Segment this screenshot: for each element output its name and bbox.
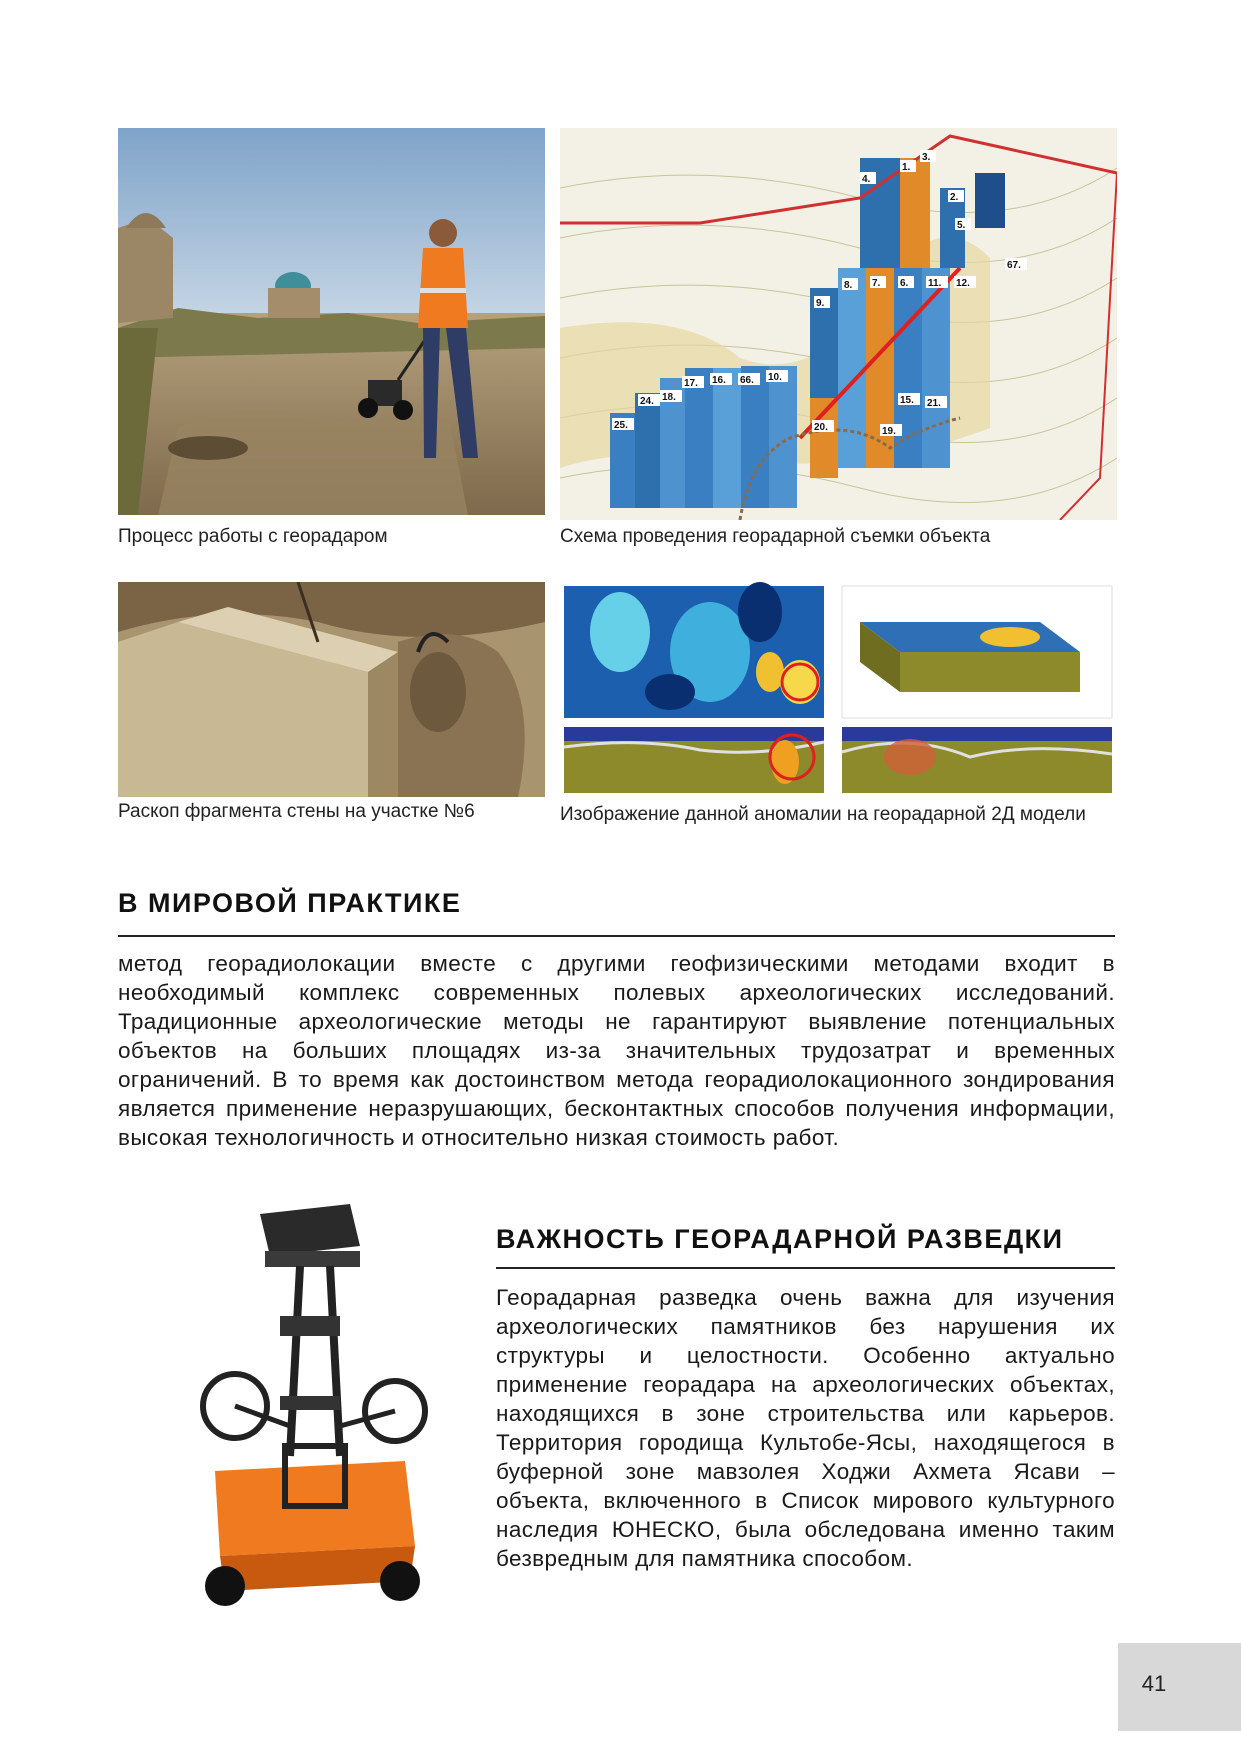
- scheme-label: [926, 276, 948, 289]
- scheme-label: [860, 172, 876, 185]
- scheme-label: [880, 424, 902, 437]
- scheme-label: [948, 190, 964, 203]
- scheme-label: [612, 418, 634, 431]
- svg-text:24.: 24.: [640, 396, 654, 407]
- gpr-device-image: [190, 1196, 440, 1626]
- svg-text:21.: 21.: [927, 398, 941, 409]
- scheme-label: [870, 276, 886, 289]
- section-divider: [496, 1267, 1115, 1269]
- caption-excavation: Раскоп фрагмента стены на участке №6: [118, 801, 475, 822]
- radar-2d-model: [560, 582, 1117, 797]
- caption-survey-scheme: Схема проведения георадарной съемки объекта: [560, 526, 991, 547]
- scheme-label: [738, 373, 760, 386]
- svg-text:10.: 10.: [768, 372, 782, 383]
- svg-text:16.: 16.: [712, 375, 726, 386]
- scheme-label: [1005, 258, 1027, 271]
- svg-text:20.: 20.: [814, 422, 828, 433]
- scheme-label: [638, 394, 660, 407]
- section-divider: [118, 935, 1115, 937]
- page-number: 41: [1141, 1671, 1167, 1696]
- section-text-gpr-importance: Георадарная разведка очень важна для изучения археологических памятников без нарушения их структуры и целостности. Особенно актуально применение георадара на археологических объектах, находящихся в зоне строительства или карьеров. Территория городища Культобе-Ясы, находящегося в буферной зоне мавзолея Ходжи Ахмета Ясави – объекта, включенного в Список мирового культурного наследия ЮНЕСКО, была обследована именно таким безвредным для памятника способом.: [496, 1285, 1115, 1571]
- caption-gpr-work: Процесс работы с георадаром: [118, 526, 388, 547]
- scheme-label: [660, 390, 682, 403]
- page-number-box: [1118, 1643, 1241, 1731]
- svg-text:66.: 66.: [740, 375, 754, 386]
- svg-text:25.: 25.: [614, 420, 628, 431]
- svg-text:9.: 9.: [816, 298, 825, 309]
- scheme-label: [814, 296, 830, 309]
- scheme-label: [766, 370, 788, 383]
- photo-gpr-work: [118, 128, 545, 515]
- survey-scheme: [560, 128, 1117, 520]
- svg-text:67.: 67.: [1007, 260, 1021, 271]
- scheme-label: [898, 393, 920, 406]
- svg-text:7.: 7.: [872, 278, 881, 289]
- svg-text:2.: 2.: [950, 192, 959, 203]
- scheme-label: [954, 276, 976, 289]
- svg-text:15.: 15.: [900, 395, 914, 406]
- svg-text:4.: 4.: [862, 174, 871, 185]
- scheme-label: [925, 396, 947, 409]
- caption-radar-model: Изображение данной аномалии на георадарной 2Д модели: [560, 804, 1086, 825]
- svg-text:8.: 8.: [844, 280, 853, 291]
- section-heading-world-practice: В МИРОВОЙ ПРАКТИКЕ: [118, 888, 462, 918]
- scheme-label: [920, 150, 936, 163]
- scheme-label: [955, 218, 971, 231]
- svg-text:11.: 11.: [928, 278, 942, 289]
- svg-text:19.: 19.: [882, 426, 896, 437]
- photo-excavation: [118, 582, 545, 797]
- scheme-label: [842, 278, 858, 291]
- svg-text:12.: 12.: [956, 278, 970, 289]
- svg-text:3.: 3.: [922, 152, 931, 163]
- scheme-label: [898, 276, 914, 289]
- svg-text:6.: 6.: [900, 278, 909, 289]
- svg-text:18.: 18.: [662, 392, 676, 403]
- scheme-label: [900, 160, 916, 173]
- scheme-label: [812, 420, 834, 433]
- scheme-label: [710, 373, 732, 386]
- svg-text:17.: 17.: [684, 378, 698, 389]
- svg-text:1.: 1.: [902, 162, 911, 173]
- scheme-label: [682, 376, 704, 389]
- svg-text:5.: 5.: [957, 220, 966, 231]
- section-heading-gpr-importance: ВАЖНОСТЬ ГЕОРАДАРНОЙ РАЗВЕДКИ: [496, 1224, 1064, 1254]
- section-text-world-practice: метод георадиолокации вместе с другими геофизическими методами входит в необходимый комплекс современных полевых археологических исследований. Традиционные археологические методы не гарантируют выявление потенциальных объектов на больших площадях из-за значительных трудозатрат и временных ограничений. В то время как достоинством метода георадиолокационного зондирования является применение неразрушающих, бесконтактных способов получения информации, высокая технологичность и относительно низкая стоимость работ.: [118, 951, 1115, 1150]
